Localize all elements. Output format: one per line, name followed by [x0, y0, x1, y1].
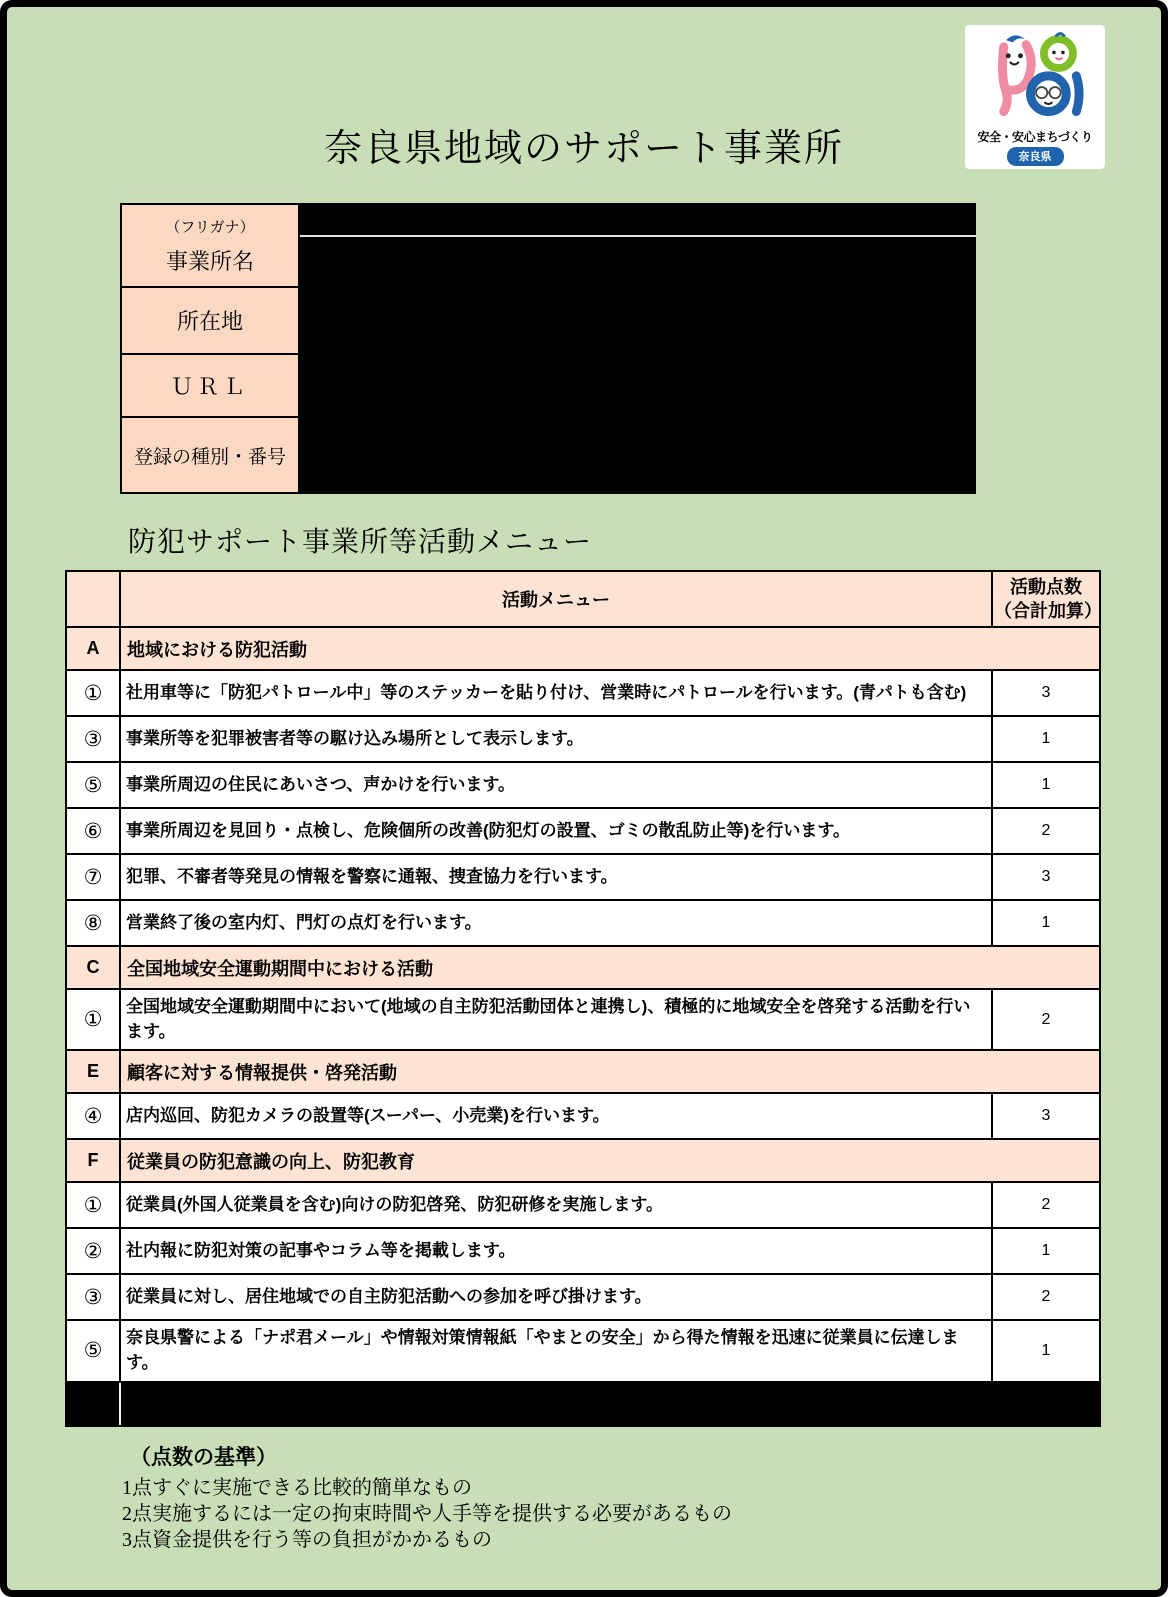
item-number: ④	[66, 1093, 120, 1139]
item-description: 奈良県警による「ナポ君メール」や情報対策情報紙「やまとの安全」から得た情報を迅速に従業員に伝達します。	[120, 1320, 992, 1381]
item-number: ⑤	[66, 762, 120, 808]
redacted-content-cell	[120, 1382, 1100, 1426]
item-number: ②	[66, 1228, 120, 1274]
category-title: 全国地域安全運動期間中における活動	[120, 946, 1100, 989]
form-label-registration: 登録の種別・番号	[120, 418, 300, 494]
item-points: 1	[992, 1320, 1100, 1381]
item-description: 従業員に対し、居住地域での自主防犯活動への参加を呼び掛けます。	[120, 1274, 992, 1320]
category-letter: F	[66, 1139, 120, 1182]
item-number: ①	[66, 670, 120, 716]
item-description: 店内巡回、防犯カメラの設置等(スーパー、小売業)を行います。	[120, 1093, 992, 1139]
item-number: ①	[66, 1182, 120, 1228]
menu-item-row	[66, 1093, 1100, 1139]
safety-mascot-icon	[979, 29, 1091, 125]
form-label-business-name	[120, 203, 300, 288]
item-description: 事業所周辺の住民にあいさつ、声かけを行います。	[120, 762, 992, 808]
item-number: ⑦	[66, 854, 120, 900]
form-label-url: ＵＲＬ	[120, 355, 300, 418]
category-row-F	[66, 1139, 1100, 1182]
header-points-cell: 活動点数 （合計加算）	[992, 571, 1100, 627]
item-points: 3	[992, 1093, 1100, 1139]
furigana-label: （フリガナ）	[165, 218, 255, 236]
header-menu-cell: 活動メニュー	[120, 571, 992, 627]
logo-pref-badge: 奈良県	[1007, 147, 1064, 166]
mascot-hair-icon	[1006, 35, 1025, 42]
furigana-row-divider	[300, 235, 976, 237]
item-points: 1	[992, 716, 1100, 762]
redacted-row	[66, 1382, 1100, 1426]
menu-section-title: 防犯サポート事業所等活動メニュー	[128, 526, 593, 557]
notes-line-2: 2点実施するには一定の拘束時間や人手等を提供する必要があるもの	[122, 1502, 732, 1525]
form-label-column	[120, 203, 300, 494]
menu-item-row	[66, 1182, 1100, 1228]
item-description: 事業所周辺を見回り・点検し、危険個所の改善(防犯灯の設置、ゴミの散乱防止等)を行います。	[120, 808, 992, 854]
pref-logo	[965, 25, 1105, 169]
item-points: 3	[992, 854, 1100, 900]
menu-item-row	[66, 1274, 1100, 1320]
item-points: 2	[992, 1274, 1100, 1320]
item-points: 2	[992, 808, 1100, 854]
score-criteria-notes	[122, 1441, 1161, 1553]
business-name-label: 事業所名	[165, 248, 254, 274]
menu-item-row	[66, 716, 1100, 762]
item-points: 2	[992, 989, 1100, 1050]
activity-menu-table	[65, 570, 1101, 1427]
business-info-form	[120, 203, 976, 494]
item-description: 事業所等を犯罪被害者等の駆け込み場所として表示します。	[120, 716, 992, 762]
redacted-num-cell	[66, 1382, 120, 1426]
item-description: 社内報に防犯対策の記事やコラム等を掲載します。	[120, 1228, 992, 1274]
category-row-C	[66, 946, 1100, 989]
mascot-blue-tail	[1076, 76, 1079, 112]
item-points: 1	[992, 1228, 1100, 1274]
redacted-form-values	[300, 203, 976, 494]
category-title: 従業員の防犯意識の向上、防犯教育	[120, 1139, 1100, 1182]
item-points: 1	[992, 762, 1100, 808]
notes-line-3: 3点資金提供を行う等の負担がかかるもの	[122, 1528, 492, 1551]
category-title: 顧客に対する情報提供・啓発活動	[120, 1050, 1100, 1093]
item-description: 営業終了後の室内灯、門灯の点灯を行います。	[120, 900, 992, 946]
mascot-green-ring	[1044, 39, 1073, 68]
logo-caption: 安全・安心まちづくり	[977, 130, 1093, 144]
menu-item-row	[66, 1320, 1100, 1381]
item-description: 全国地域安全運動期間中において(地域の自主防犯活動団体と連携し)、積極的に地域安全を啓発する活動を行います。	[120, 989, 992, 1050]
item-number: ⑤	[66, 1320, 120, 1381]
notes-heading: （点数の基準）	[130, 1444, 277, 1469]
category-row-E	[66, 1050, 1100, 1093]
item-number: ⑧	[66, 900, 120, 946]
menu-item-row	[66, 1228, 1100, 1274]
header-num-cell	[66, 571, 120, 627]
item-description: 従業員(外国人従業員を含む)向けの防犯啓発、防犯研修を実施します。	[120, 1182, 992, 1228]
category-letter: C	[66, 946, 120, 989]
menu-item-row	[66, 989, 1100, 1050]
item-number: ①	[66, 989, 120, 1050]
notes-line-1: 1点すぐに実施できる比較的簡単なもの	[122, 1476, 472, 1499]
menu-item-row	[66, 670, 1100, 716]
category-title: 地域における防犯活動	[120, 627, 1100, 670]
menu-table-body	[66, 627, 1100, 1426]
item-points: 1	[992, 900, 1100, 946]
category-letter: E	[66, 1050, 120, 1093]
page-title: 奈良県地域のサポート事業所	[323, 128, 844, 170]
form-label-address: 所在地	[120, 288, 300, 355]
item-number: ③	[66, 1274, 120, 1320]
page-header	[7, 7, 1161, 203]
item-number: ③	[66, 716, 120, 762]
category-letter: A	[66, 627, 120, 670]
menu-item-row	[66, 900, 1100, 946]
item-description: 犯罪、不審者等発見の情報を警察に通報、捜査協力を行います。	[120, 854, 992, 900]
category-row-A	[66, 627, 1100, 670]
item-description: 社用車等に「防犯パトロール中」等のステッカーを貼り付け、営業時にパトロールを行います。(青パトも含む)	[120, 670, 992, 716]
item-points: 3	[992, 670, 1100, 716]
menu-item-row	[66, 808, 1100, 854]
menu-table-header-row	[66, 571, 1100, 627]
menu-item-row	[66, 854, 1100, 900]
item-points: 2	[992, 1182, 1100, 1228]
menu-item-row	[66, 762, 1100, 808]
item-number: ⑥	[66, 808, 120, 854]
